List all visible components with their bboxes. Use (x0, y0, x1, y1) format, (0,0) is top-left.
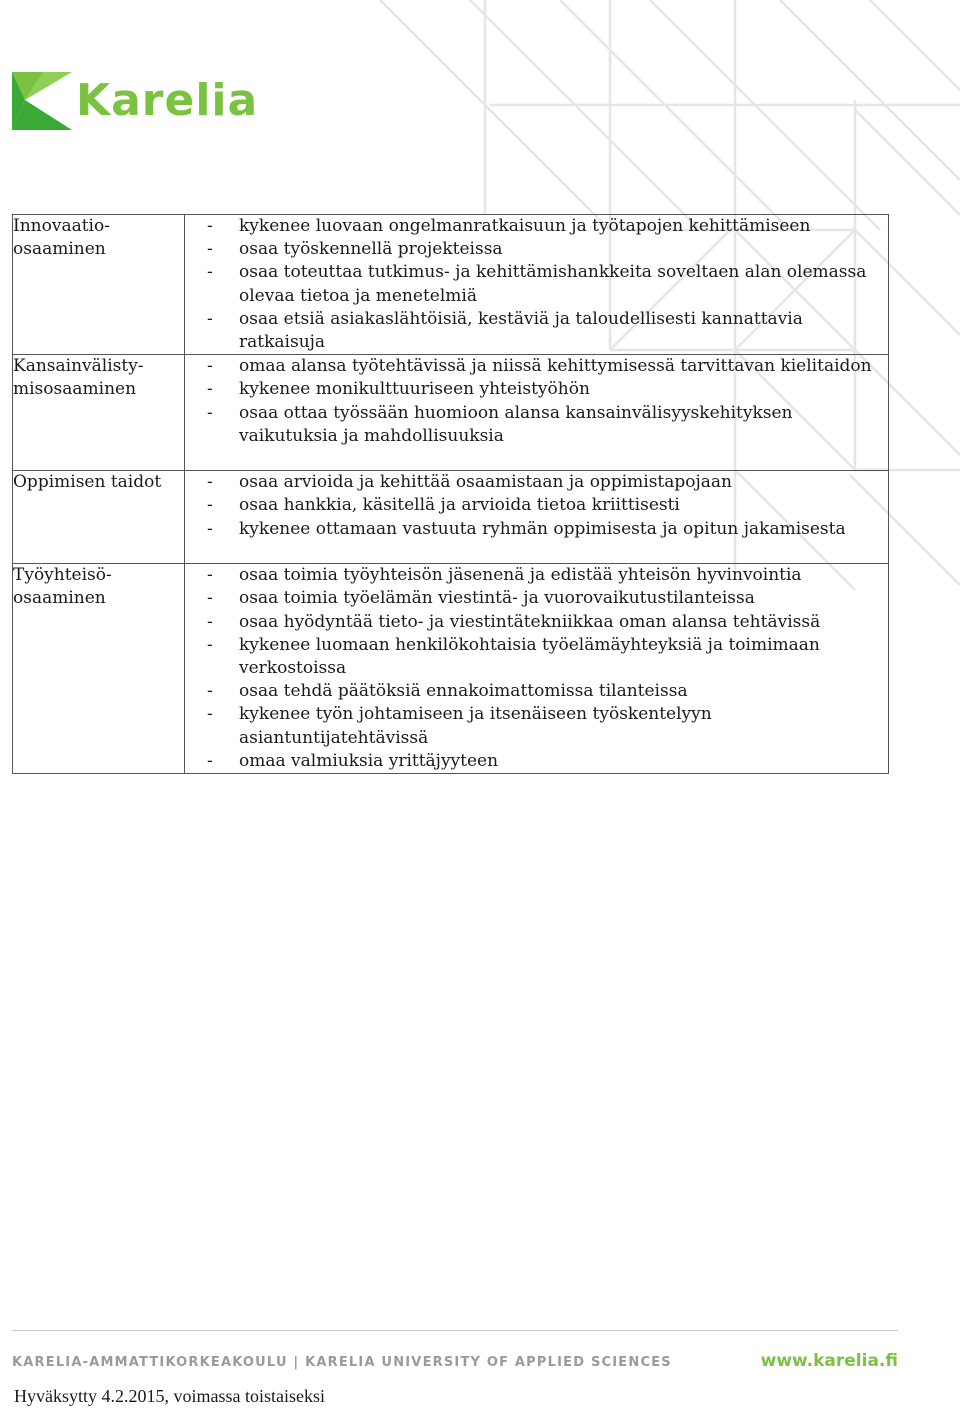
karelia-logo (12, 70, 258, 132)
list-item: - osaa toteuttaa tutkimus- ja kehittämishankkeita soveltaen alan olemassa olevaa tietoa ja menetelmiä (185, 261, 888, 307)
competence-row (13, 564, 889, 774)
list-item: - osaa arvioida ja kehittää osaamistaan ja oppimistapojaan (185, 471, 888, 494)
competence-category (13, 564, 185, 774)
logo-text: Karelia (76, 75, 259, 126)
list-item: - osaa ottaa työssään huomioon alansa kansainvälisyyskehityksen vaikutuksia ja mahdollisuuksia (185, 402, 888, 448)
list-item: - kykenee työn johtamiseen ja itsenäiseen työskentelyyn asiantuntijatehtävissä (185, 703, 888, 749)
list-item: - kykenee luovaan ongelmanratkaisuun ja työtapojen kehittämiseen (185, 215, 888, 238)
list-item: - osaa toimia työyhteisön jäsenenä ja edistää yhteisön hyvinvointia (185, 564, 888, 587)
list-item: - kykenee monikulttuuriseen yhteistyöhön (185, 378, 888, 401)
karelia-k-mark-icon (12, 70, 74, 132)
list-item: - kykenee ottamaan vastuuta ryhmän oppimisesta ja opitun jakamisesta (185, 518, 888, 541)
competence-category-label: Oppimisen taidot (13, 472, 162, 493)
competence-list (185, 564, 888, 773)
competence-items (185, 215, 889, 355)
list-item: - osaa hankkia, käsitellä ja arvioida tietoa kriittisesti (185, 494, 888, 517)
competence-category (13, 355, 185, 471)
list-item: - omaa alansa työtehtävissä ja niissä kehittymisessä tarvittavan kielitaidon (185, 355, 888, 378)
footer-institution: KARELIA-AMMATTIKORKEAKOULU | KARELIA UNIVERSITY OF APPLIED SCIENCES (12, 1355, 672, 1370)
competence-list (185, 355, 888, 448)
competence-row (13, 471, 889, 564)
competence-row (13, 355, 889, 471)
competence-list (185, 215, 888, 354)
list-item: - osaa työskennellä projekteissa (185, 238, 888, 261)
list-item: - osaa toimia työelämän viestintä- ja vuorovaikutustilanteissa (185, 587, 888, 610)
footer-website[interactable]: www.karelia.fi (760, 1351, 898, 1371)
competence-table (12, 214, 889, 774)
approval-note: Hyväksytty 4.2.2015, voimassa toistaiseksi (14, 1386, 325, 1406)
competence-category (13, 471, 185, 564)
competence-category-label: Työyhteisö- osaaminen (13, 565, 112, 609)
list-item: - osaa hyödyntää tieto- ja viestintätekniikkaa oman alansa tehtävissä (185, 611, 888, 634)
list-item: - kykenee luomaan henkilökohtaisia työelämäyhteyksiä ja toimimaan verkostoissa (185, 634, 888, 680)
competence-category (13, 215, 185, 355)
list-item: - osaa tehdä päätöksiä ennakoimattomissa tilanteissa (185, 680, 888, 703)
competence-items (185, 564, 889, 774)
competence-category-label: Innovaatio- osaaminen (13, 216, 110, 260)
footer-divider (12, 1330, 898, 1331)
competence-items (185, 355, 889, 471)
competence-row (13, 215, 889, 355)
competence-list (185, 471, 888, 541)
competence-category-label: Kansainvälisty- misosaaminen (13, 356, 144, 400)
list-item: - osaa etsiä asiakaslähtöisiä, kestäviä ja taloudellisesti kannattavia ratkaisuja (185, 308, 888, 354)
competence-items (185, 471, 889, 564)
list-item: - omaa valmiuksia yrittäjyyteen (185, 750, 888, 773)
